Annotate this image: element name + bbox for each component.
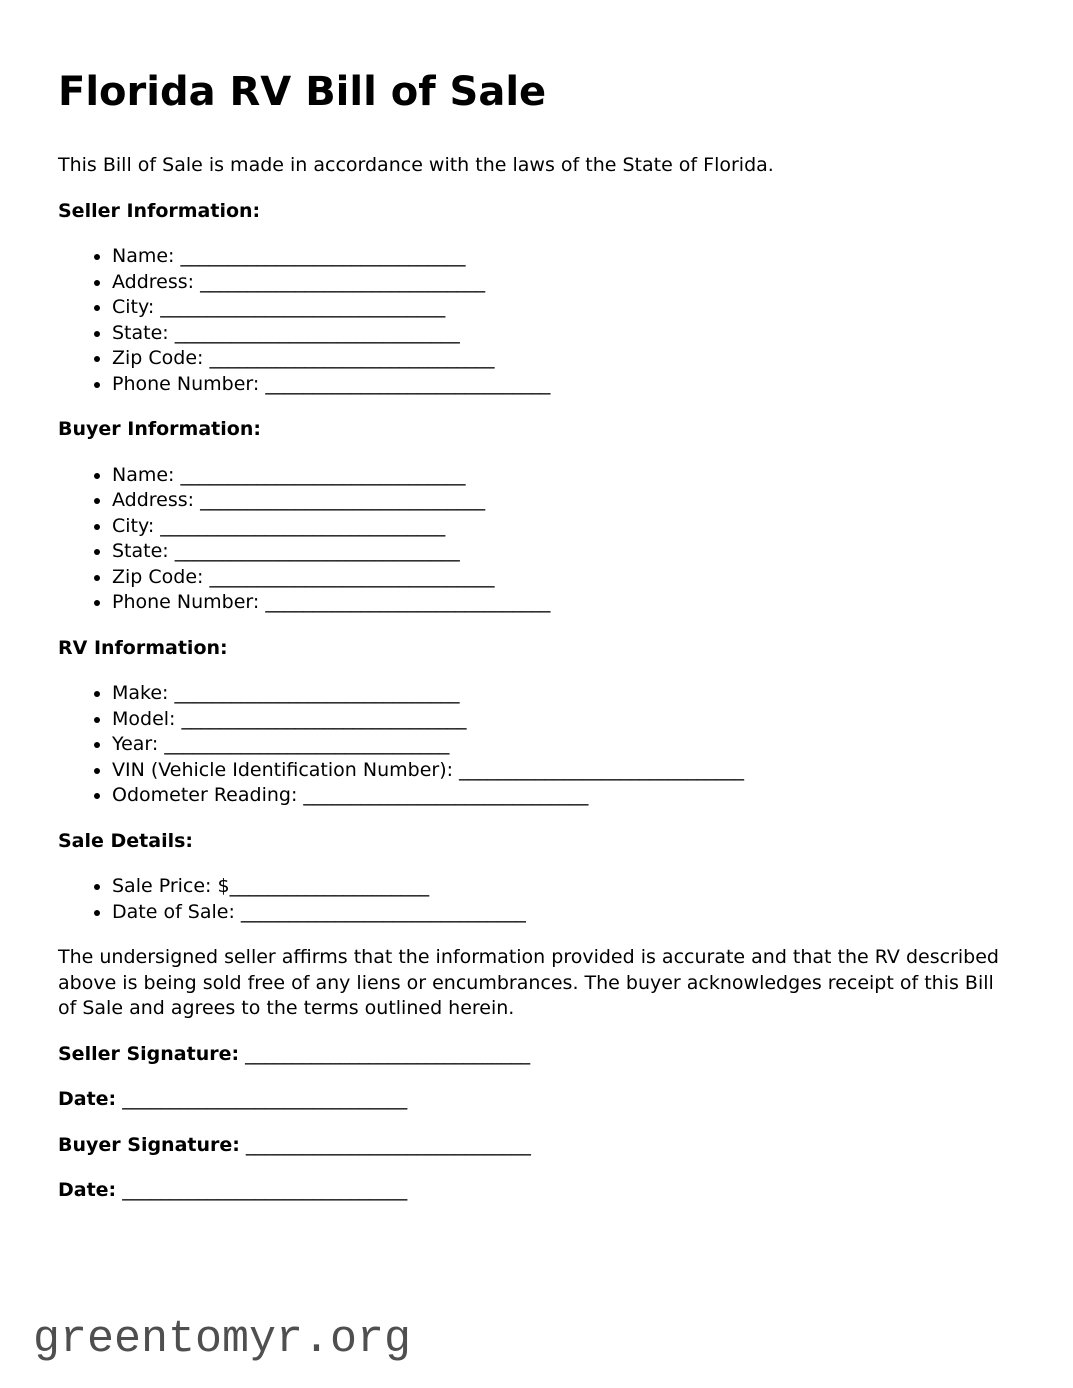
- sale-price-field: • Sale Price: $_____________________: [112, 874, 1015, 900]
- buyer-date-label: Date:: [58, 1179, 117, 1201]
- seller-city-field: • City: ______________________________: [112, 295, 1015, 321]
- seller-zip-field: • Zip Code: ______________________________: [112, 346, 1015, 372]
- seller-signature-label: Seller Signature:: [58, 1042, 240, 1065]
- date-of-sale-field: • Date of Sale: ______________________________: [112, 900, 1015, 926]
- seller-date-blank: ______________________________: [122, 1088, 408, 1110]
- rv-make-field: • Make: ______________________________: [112, 681, 1015, 707]
- buyer-information-heading: Buyer Information:: [58, 418, 261, 440]
- buyer-information-list: [58, 463, 1015, 616]
- intro-paragraph: This Bill of Sale is made in accordance with the laws of the State of Florida.: [58, 154, 774, 176]
- rv-year-field: • Year: ______________________________: [112, 732, 1015, 758]
- seller-address-field: • Address: ______________________________: [112, 270, 1015, 296]
- buyer-city-field: • City: ______________________________: [112, 514, 1015, 540]
- buyer-address-field: • Address: ______________________________: [112, 488, 1015, 514]
- seller-state-field: • State: ______________________________: [112, 321, 1015, 347]
- buyer-signature-line: [58, 1133, 1015, 1159]
- buyer-signature-blank: ______________________________: [245, 1133, 531, 1156]
- buyer-name-field: • Name: ______________________________: [112, 463, 1015, 489]
- rv-vin-field: • VIN (Vehicle Identification Number): ______________________________: [112, 758, 1015, 784]
- buyer-phone-field: • Phone Number: ______________________________: [112, 590, 1015, 616]
- seller-date-line: [58, 1087, 1015, 1113]
- seller-information-list: [58, 244, 1015, 397]
- affirmation-paragraph: The undersigned seller affirms that the information provided is accurate and that the RV described above is being sold free of any liens or encumbrances. The buyer acknowledges receipt of this Bill of Sale and agrees to the terms outlined herein.: [58, 946, 999, 1019]
- seller-date-label: Date:: [58, 1088, 117, 1110]
- buyer-state-field: • State: ______________________________: [112, 539, 1015, 565]
- rv-odometer-field: • Odometer Reading: ______________________________: [112, 783, 1015, 809]
- rv-model-field: • Model: ______________________________: [112, 707, 1015, 733]
- rv-information-heading: RV Information:: [58, 636, 228, 659]
- page-title: Florida RV Bill of Sale: [58, 69, 547, 115]
- sale-details-heading: Sale Details:: [58, 829, 194, 852]
- sale-details-list: [58, 874, 1015, 925]
- buyer-signature-label: Buyer Signature:: [58, 1133, 240, 1156]
- seller-signature-line: [58, 1042, 1015, 1068]
- seller-phone-field: • Phone Number: ______________________________: [112, 372, 1015, 398]
- seller-information-heading: Seller Information:: [58, 199, 261, 222]
- buyer-zip-field: • Zip Code: ______________________________: [112, 565, 1015, 591]
- footer-watermark: greentomyr.org: [33, 1314, 412, 1365]
- buyer-date-blank: ______________________________: [122, 1179, 408, 1201]
- seller-signature-blank: ______________________________: [245, 1042, 531, 1065]
- rv-information-list: [58, 681, 1015, 809]
- buyer-date-line: [58, 1178, 1015, 1204]
- seller-name-field: • Name: ______________________________: [112, 244, 1015, 270]
